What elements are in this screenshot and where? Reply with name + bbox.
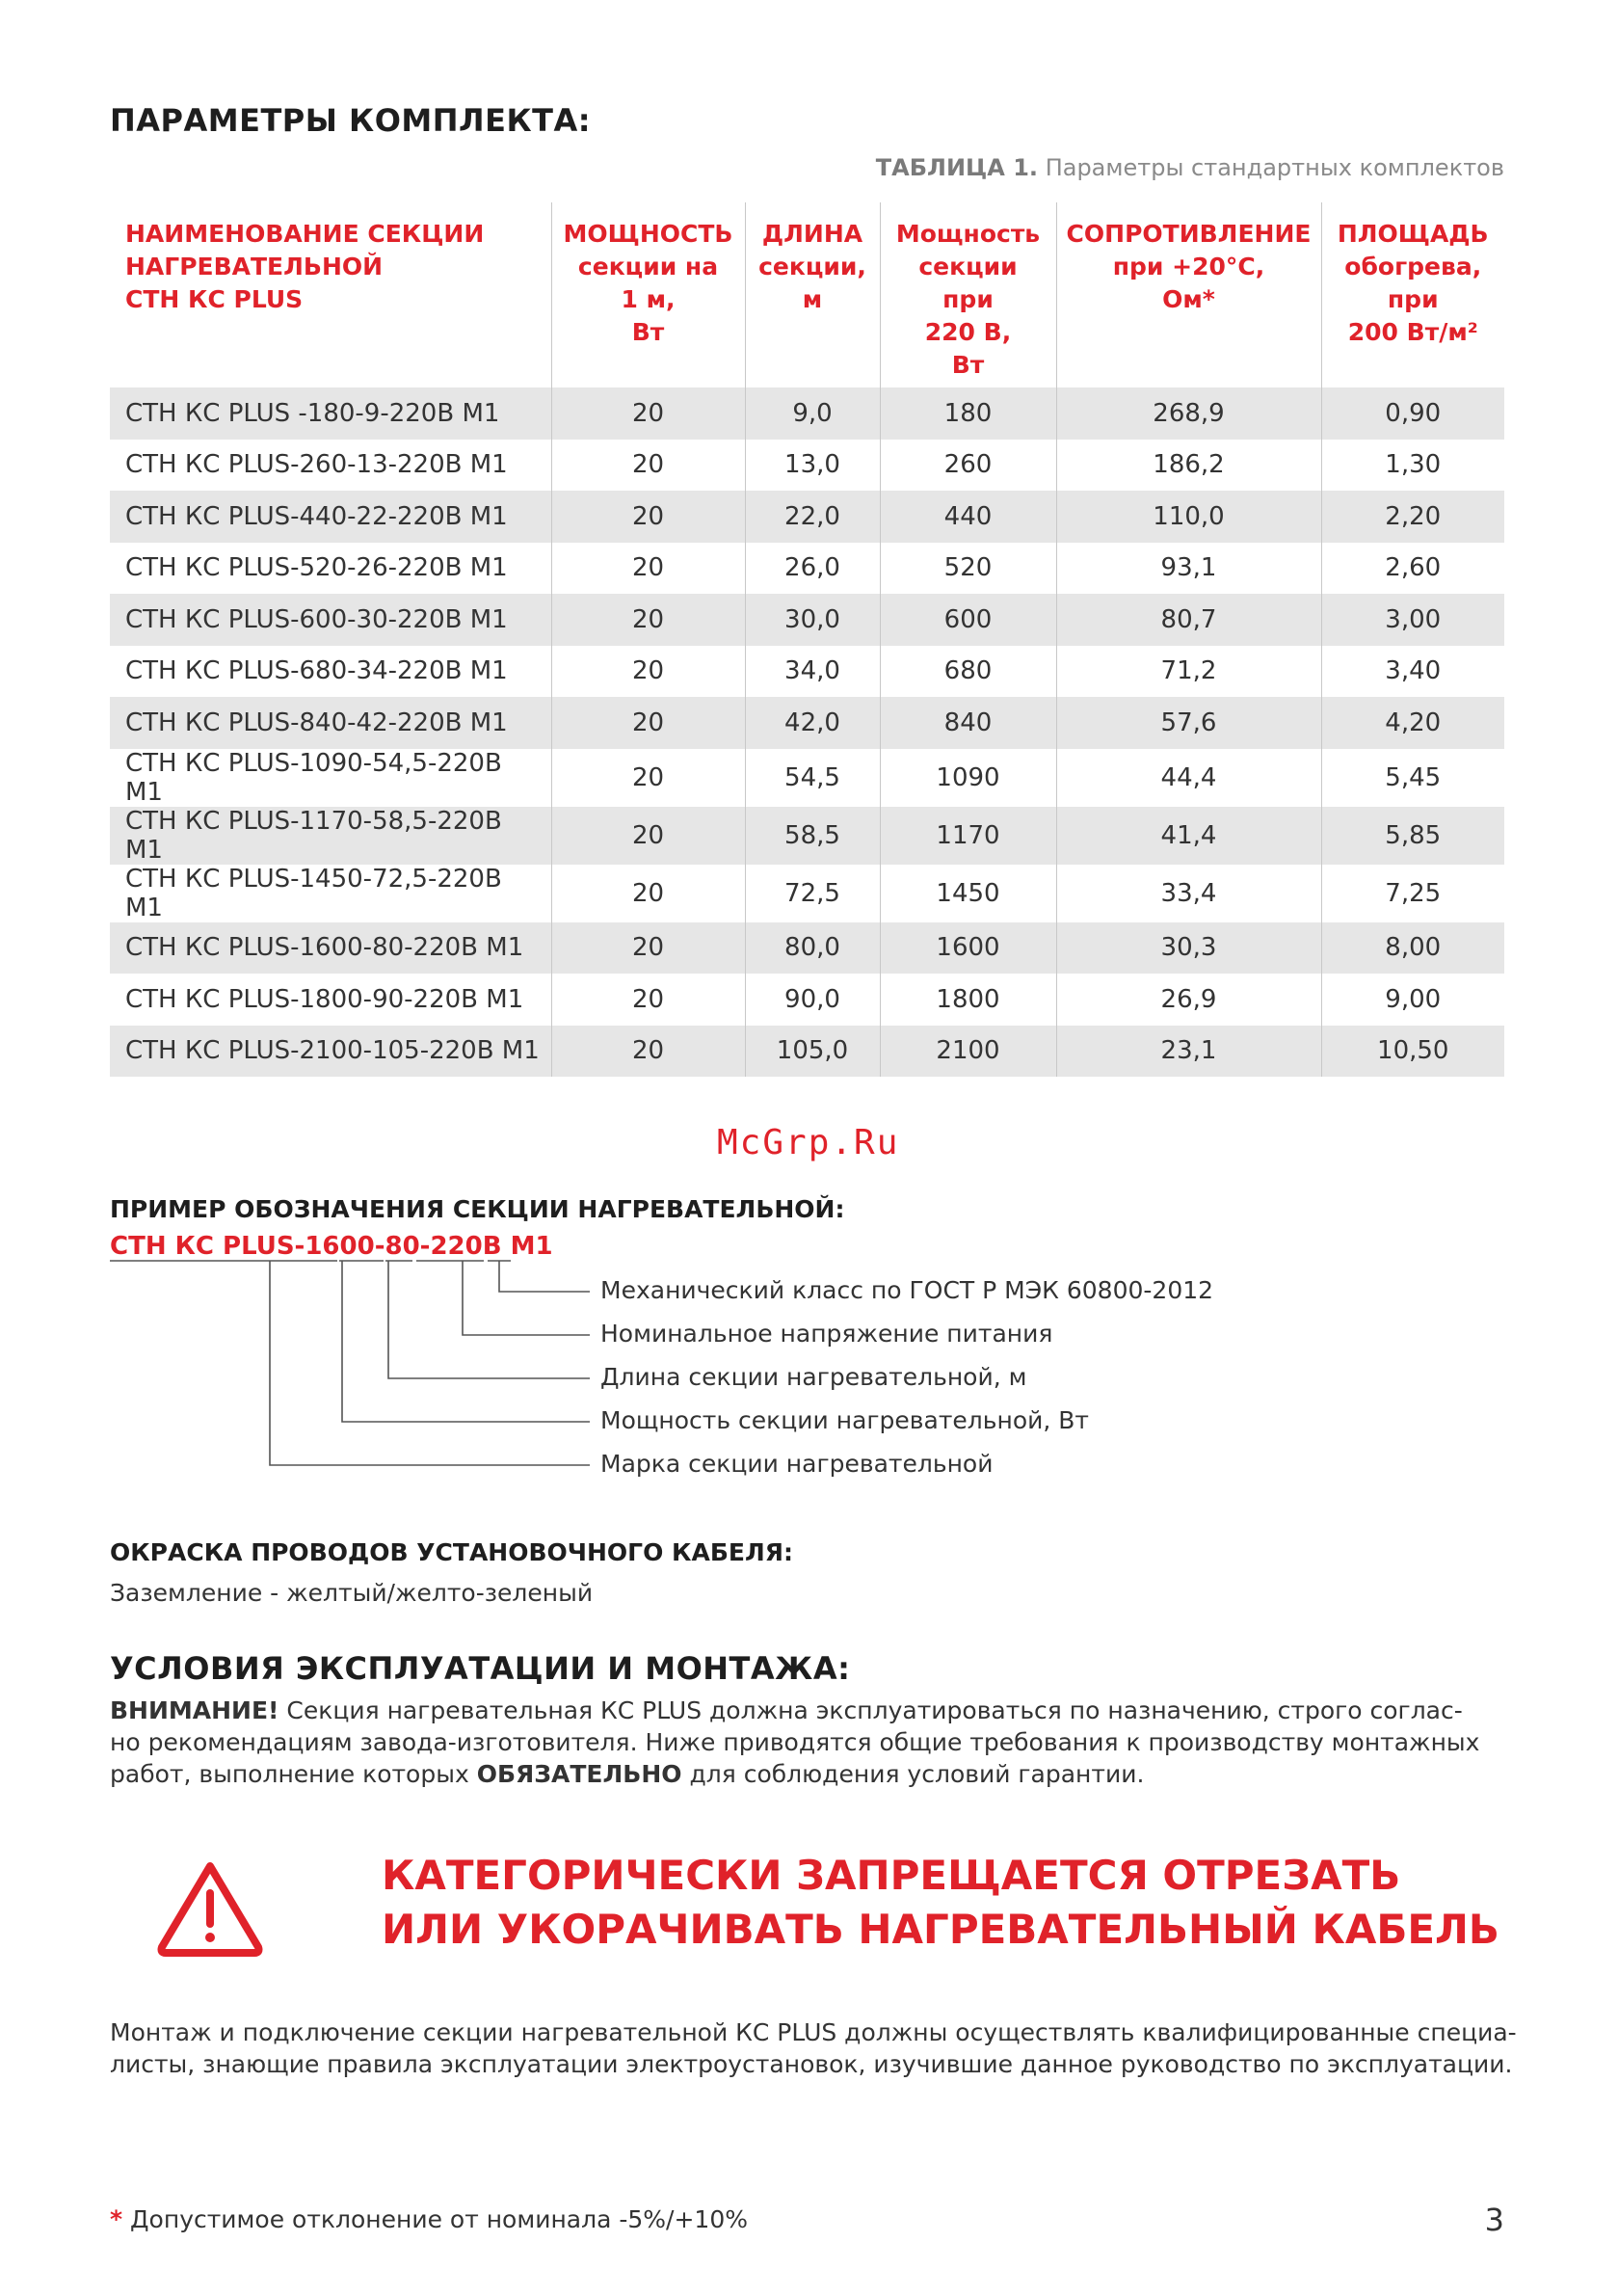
table-cell: 440 [880, 491, 1056, 543]
legend-item: Мощность секции нагревательной, Вт [600, 1406, 1089, 1434]
table-cell: 42,0 [745, 697, 880, 749]
legend-item: Механический класс по ГОСТ Р МЭК 60800-2012 [600, 1276, 1214, 1304]
table-cell: СТН КС PLUS-600-30-220В М1 [110, 594, 551, 646]
table-cell: 20 [551, 1026, 745, 1078]
table-cell: 23,1 [1056, 1026, 1321, 1078]
conditions-line-3a: работ, выполнение которых [110, 1760, 477, 1788]
table-cell: 2,20 [1321, 491, 1504, 543]
table-cell: СТН КС PLUS -180-9-220В М1 [110, 387, 551, 440]
column-header-line: Ом* [1162, 285, 1215, 313]
example-code: СТН КС PLUS-1600-80-220В М1 [110, 1232, 553, 1261]
column-header-line: секции на [577, 253, 719, 280]
mandatory-label: ОБЯЗАТЕЛЬНО [476, 1760, 682, 1788]
table-cell: 8,00 [1321, 922, 1504, 974]
table-cell: 260 [880, 440, 1056, 492]
table-cell: 41,4 [1056, 807, 1321, 865]
footnote [110, 2205, 748, 2233]
table-cell: 4,20 [1321, 697, 1504, 749]
table-cell: 7,25 [1385, 878, 1442, 908]
table-cell: 72,5 [745, 865, 880, 922]
table-cell: СТН КС PLUS-1090-54,5-220В М1 [110, 749, 551, 807]
column-header-line: НАИМЕНОВАНИЕ СЕКЦИИ [125, 220, 485, 248]
legend-item: Длина секции нагревательной, м [600, 1363, 1027, 1391]
column-header-line: 1 м, [621, 285, 676, 313]
table-cell: 3,00 [1321, 594, 1504, 646]
table-cell: 20 [551, 543, 745, 595]
attention-label: ВНИМАНИЕ! [110, 1696, 279, 1724]
column-header-line: Вт [951, 351, 985, 379]
table-cell: СТН КС PLUS-440-22-220В М1 [110, 491, 551, 543]
table-cell: 10,50 [1321, 1026, 1504, 1078]
table-cell: 93,1 [1056, 543, 1321, 595]
table-cell: 0,90 [1321, 387, 1504, 440]
table-cell: 1600 [880, 922, 1056, 974]
table-cell: СТН КС PLUS-840-42-220В М1 [110, 697, 551, 749]
column-header-line: секции при [918, 253, 1018, 313]
table-cell: 20 [551, 594, 745, 646]
page-title: ПАРАМЕТРЫ КОМПЛЕКТА: [110, 102, 592, 139]
column-header-line: при [1387, 285, 1439, 313]
leader-line-length [388, 1261, 590, 1378]
table-cell: 57,6 [1056, 697, 1321, 749]
table-cell: 20 [551, 749, 745, 807]
warning-line-1: КАТЕГОРИЧЕСКИ ЗАПРЕЩАЕТСЯ ОТРЕЗАТЬ [382, 1852, 1401, 1899]
table-cell: 20 [551, 922, 745, 974]
table-caption-text: Параметры стандартных комплектов [1038, 154, 1504, 181]
table-caption-label: ТАБЛИЦА 1. [875, 154, 1039, 181]
table-cell: 26,0 [745, 543, 880, 595]
warning-line-2: ИЛИ УКОРАЧИВАТЬ НАГРЕВАТЕЛЬНЫЙ КАБЕЛЬ [382, 1906, 1499, 1953]
column-header-line: НАГРЕВАТЕЛЬНОЙ [125, 253, 384, 280]
table-cell: 9,0 [745, 387, 880, 440]
table-cell: 1170 [880, 807, 1056, 865]
column-header-line: СОПРОТИВЛЕНИЕ [1066, 220, 1312, 248]
legend-item: Марка секции нагревательной [600, 1450, 994, 1478]
table-cell: 71,2 [1056, 646, 1321, 698]
table-cell: 26,9 [1056, 974, 1321, 1026]
conditions-text [110, 1695, 1479, 1790]
table-cell: 105,0 [745, 1026, 880, 1078]
footnote-text: Допустимое отклонение от номинала -5%/+10% [122, 2205, 748, 2233]
table-cell: 54,5 [745, 749, 880, 807]
table-cell: 58,5 [745, 807, 880, 865]
table-cell: 186,2 [1056, 440, 1321, 492]
footnote-star: * [110, 2205, 123, 2233]
table-cell: 20 [551, 974, 745, 1026]
table-cell: 44,4 [1056, 749, 1321, 807]
conditions-heading: УСЛОВИЯ ЭКСПЛУАТАЦИИ И МОНТАЖА: [110, 1650, 851, 1687]
table-cell: 1090 [880, 749, 1056, 807]
column-header-line: МОЩНОСТЬ [563, 220, 733, 248]
table-cell: 20 [551, 491, 745, 543]
table-cell: 5,45 [1385, 762, 1442, 792]
column-header-line: 200 Вт/м² [1347, 318, 1478, 346]
table-cell: 680 [880, 646, 1056, 698]
column-header-line: м [802, 285, 823, 313]
table-cell: 600 [880, 594, 1056, 646]
conditions-line-1 [110, 1695, 1479, 1726]
install-line-1: Монтаж и подключение секции нагревательной КС PLUS должны осуществлять квалифицированные специа- [110, 2018, 1517, 2046]
table-cell: 268,9 [1056, 387, 1321, 440]
table-cell: СТН КС PLUS-2100-105-220В М1 [110, 1026, 551, 1078]
example-heading: ПРИМЕР ОБОЗНАЧЕНИЯ СЕКЦИИ НАГРЕВАТЕЛЬНОЙ: [110, 1195, 845, 1223]
table-cell: 20 [551, 646, 745, 698]
column-header-line: СТН КС PLUS [125, 285, 304, 313]
table-cell: 20 [551, 865, 745, 922]
table-cell: 20 [551, 387, 745, 440]
column-header-line: секции, [758, 253, 866, 280]
column-header-line: 220 В, [924, 318, 1012, 346]
table-cell: 180 [880, 387, 1056, 440]
column-header-line: Вт [631, 318, 665, 346]
leader-line-voltage [463, 1261, 590, 1335]
table-cell: 520 [880, 543, 1056, 595]
table-cell: СТН КС PLUS-1170-58,5-220В М1 [110, 807, 551, 865]
conditions-line-3b: для соблюдения условий гарантии. [681, 1760, 1145, 1788]
table-cell: СТН КС PLUS-1600-80-220В М1 [110, 922, 551, 974]
watermark: McGrp.Ru [717, 1123, 900, 1162]
table-cell: 5,85 [1321, 807, 1504, 865]
table-cell: СТН КС PLUS-520-26-220В М1 [110, 543, 551, 595]
table-cell: 20 [551, 697, 745, 749]
table-cell: 840 [880, 697, 1056, 749]
table-cell: 33,4 [1056, 865, 1321, 922]
table-cell: 30,3 [1056, 922, 1321, 974]
table-cell: 2,60 [1385, 553, 1442, 583]
conditions-line-1-text: Секция нагревательная КС PLUS должна эксплуатироваться по назначению, строго соглас- [279, 1696, 1463, 1724]
legend-item: Номинальное напряжение питания [600, 1320, 1053, 1348]
wires-text: Заземление - желтый/желто-зеленый [110, 1579, 594, 1607]
table-cell: 2100 [880, 1026, 1056, 1078]
table-cell: 30,0 [745, 594, 880, 646]
column-header-line: ДЛИНА [761, 220, 863, 248]
table-cell: 9,00 [1385, 984, 1442, 1014]
table-cell: 22,0 [745, 491, 880, 543]
table-cell: 20 [551, 440, 745, 492]
column-header-line: Мощность [895, 220, 1041, 248]
wires-heading: ОКРАСКА ПРОВОДОВ УСТАНОВОЧНОГО КАБЕЛЯ: [110, 1538, 793, 1566]
table-cell: СТН КС PLUS-260-13-220В М1 [110, 440, 551, 492]
table-cell: 20 [551, 807, 745, 865]
table-cell: 110,0 [1056, 491, 1321, 543]
page-number: 3 [1484, 2202, 1504, 2238]
table-cell: 3,40 [1385, 656, 1442, 686]
column-header-line: при +20°С, [1112, 253, 1265, 280]
table-cell: СТН КС PLUS-1450-72,5-220В М1 [110, 865, 551, 922]
warning-title [382, 1849, 1499, 1957]
install-line-2: листы, знающие правила эксплуатации электроустановок, изучившие данное руководство по эксплуатации. [110, 2050, 1513, 2078]
conditions-line-3 [110, 1758, 1479, 1790]
table-cell: 1800 [880, 974, 1056, 1026]
table-cell: 1450 [880, 865, 1056, 922]
table-cell: СТН КС PLUS-680-34-220В М1 [110, 646, 551, 698]
table-cell: 80,7 [1056, 594, 1321, 646]
table-cell: 90,0 [745, 974, 880, 1026]
table-cell: 34,0 [745, 646, 880, 698]
install-text [110, 2016, 1517, 2080]
conditions-line-2: но рекомендациям завода-изготовителя. Ниже приводятся общие требования к производству монтажных [110, 1728, 1480, 1756]
warning-icon [154, 1858, 266, 1959]
leader-line-class [499, 1261, 590, 1292]
column-header-line: обогрева, [1344, 253, 1482, 280]
table-cell: 80,0 [745, 922, 880, 974]
table-cell: СТН КС PLUS-1800-90-220В М1 [110, 974, 551, 1026]
table-cell: 1,30 [1385, 450, 1442, 480]
column-header-line: ПЛОЩАДЬ [1337, 220, 1489, 248]
table-cell: 13,0 [745, 440, 880, 492]
leader-line-power [342, 1261, 590, 1422]
